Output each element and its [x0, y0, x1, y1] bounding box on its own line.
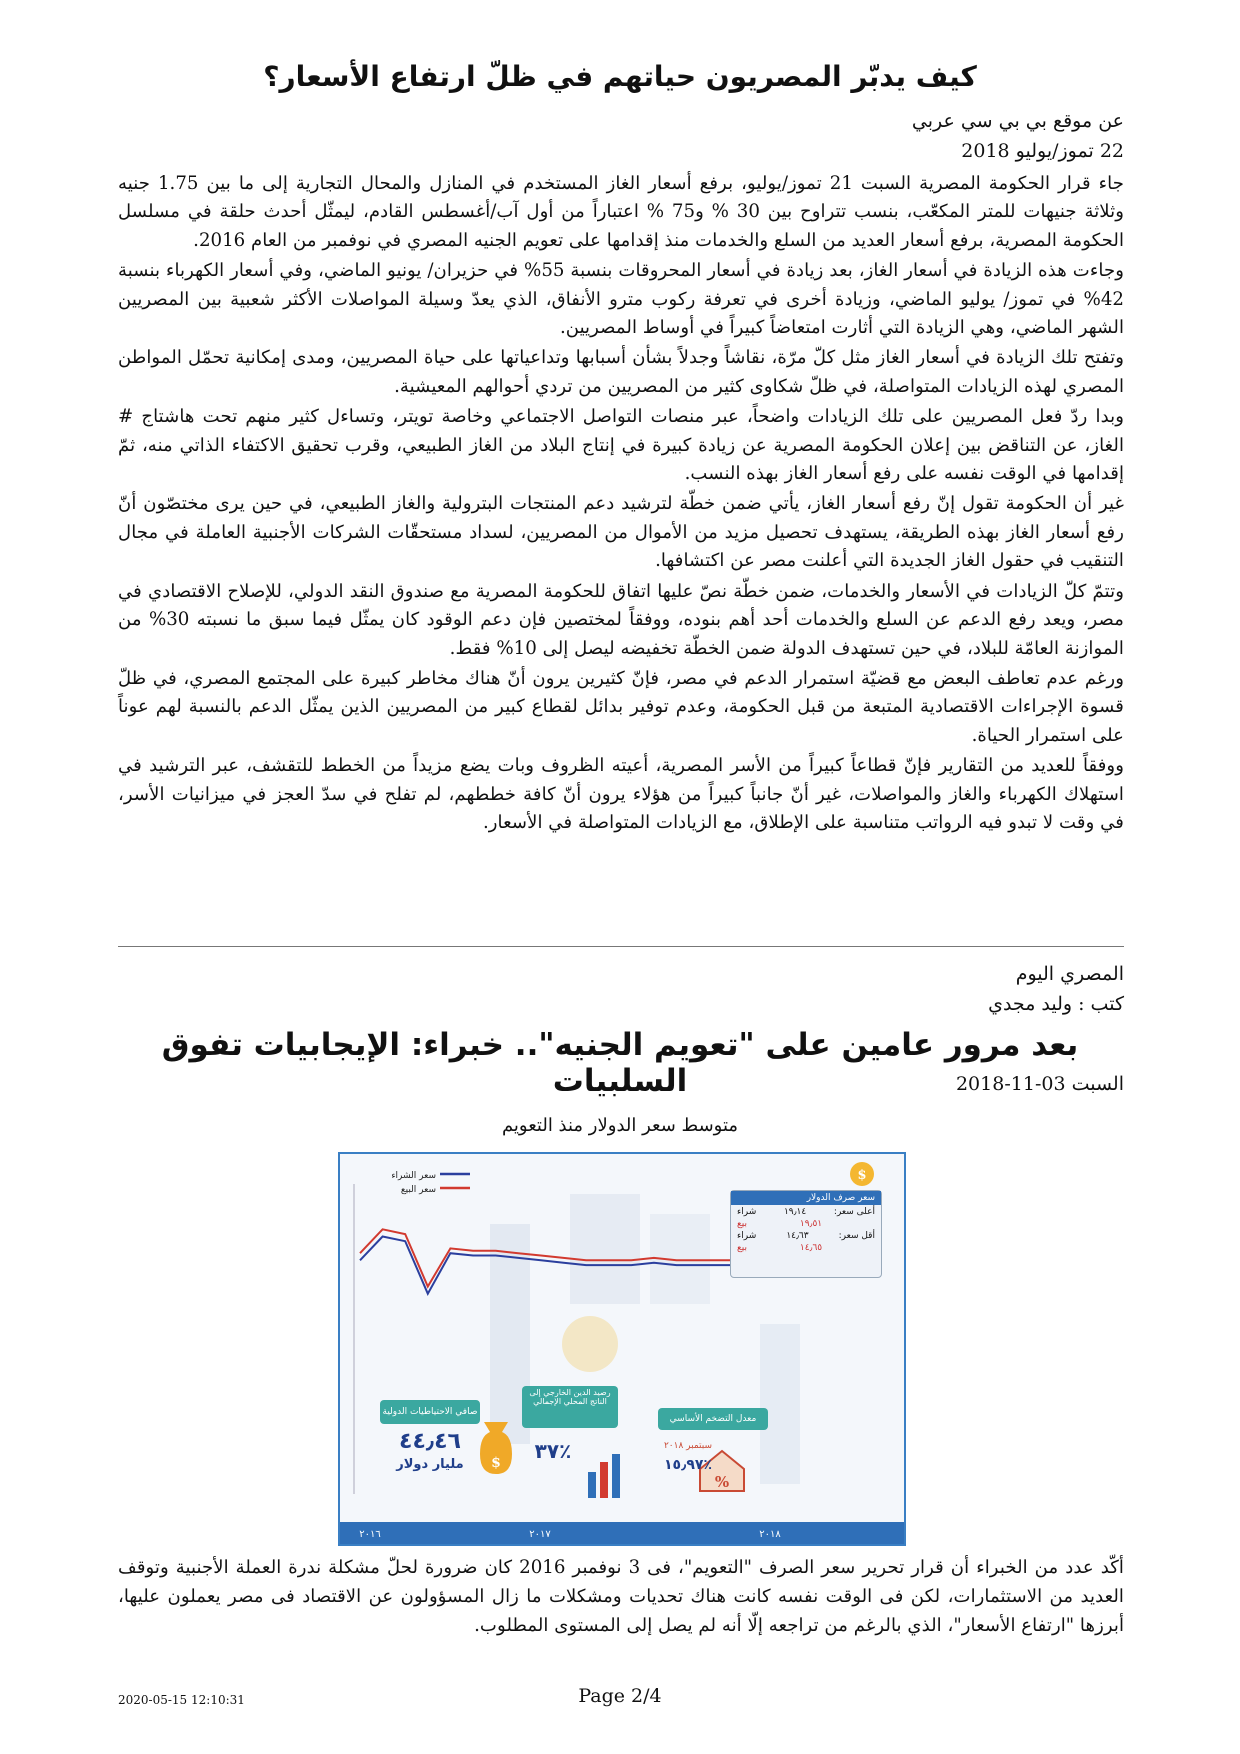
article2-body [118, 1553, 1124, 1640]
buy-word: شراء [737, 1207, 757, 1217]
lowest-buy: ١٤٫٦٣ [786, 1231, 809, 1241]
paragraph: وتتمّ كلّ الزيادات في الأسعار والخدمات، ضمن خطّة نصّ عليها اتفاق للحكومة المصرية مع صندوق النقد الدولي، للإصلاح الاقتصادي في مصر، ويعد رفع الدعم عن السلع والخدمات أحد أهم بنوده، ووفقاً لمختصين فإن دعم الوقود كان يمثّل فيما سبق ما نسبته 30% من الموازنة العامّة للبلاد، في حين تستهدف الدولة ضمن الخطّة تخفيضه ليصل إلى 10% فقط. [118, 580, 1124, 659]
article-date: 22 تموز/يوليو 2018 [961, 140, 1124, 162]
year-label: ٢٠١٧ [529, 1529, 551, 1540]
article-title: كيف يدبّر المصريون حياتهم في ظلّ ارتفاع الأسعار؟ [263, 60, 977, 93]
decor-pie [562, 1316, 618, 1372]
inflation-title: معدل التضخم الأساسي [658, 1408, 768, 1430]
article-source: عن موقع بي بي سي عربي [911, 110, 1124, 132]
paragraph: أكّد عدد من الخبراء أن قرار تحرير سعر الصرف "التعويم"، فى 3 نوفمبر 2016 كان ضرورة لحلّ مشكلة ندرة العملة الأجنبية وتوقف العديد من الاستثمارات، لكن فى الوقت نفسه كانت هناك تحديات ومشكلات ما زال المسؤولون عن الاقتصاد فى مصر يعملون عليها، أبرزها "ارتفاع الأسعار"، الذي بالرغم من تراجعه إلّا أنه لم يصل إلى المستوى المطلوب. [118, 1557, 1124, 1636]
highest-label: أعلى سعر: [833, 1207, 875, 1217]
reserves-title: صافي الاحتياطيات الدولية [380, 1400, 480, 1424]
article2-date: السبت 03-11-2018 [955, 1073, 1124, 1095]
rate-box [730, 1190, 882, 1278]
year-label: ٢٠١٦ [359, 1529, 381, 1540]
article2-title: بعد مرور عامين على "تعويم الجنيه".. خبراء: الإيجابيات تفوق السلبيات [161, 1027, 1079, 1099]
bars-icon [612, 1454, 620, 1498]
sell-word: بيع [737, 1243, 748, 1253]
buy-word: شراء [737, 1231, 757, 1241]
bars-icon [600, 1462, 608, 1498]
article2-source: المصري اليوم [1015, 963, 1124, 985]
legend-buy-label: سعر الشراء [391, 1171, 436, 1181]
legend-sell-label: سعر البيع [400, 1185, 436, 1195]
rate-box-title: سعر صرف الدولار [731, 1191, 881, 1205]
reserves-value: ٤٤٫٤٦ [399, 1429, 461, 1454]
lowest-sell: ١٤٫٦٥ [799, 1243, 823, 1253]
decor-shape [760, 1324, 800, 1484]
year-label: ٢٠١٨ [759, 1529, 781, 1540]
highest-buy: ١٩٫١٤ [783, 1207, 807, 1217]
paragraph: ووفقاً للعديد من التقارير فإنّ قطاعاً كبيراً من الأسر المصرية، أعيته الظروف وبات يضع مزيداً من الخطط للتقشف، عبر الترشيد في استهلاك الكهرباء والغاز والمواصلات، غير أنّ جانباً كبيراً من هؤلاء يرون أنّ كافة خططهم، لم تفلح في سدّ العجز في ميزانيات الأسر، في وقت لا تبدو فيه الرواتب متناسبة على الإطلاق، مع الزيادات المتواصلة في الأسعار. [118, 755, 1124, 833]
paragraph: غير أن الحكومة تقول إنّ رفع أسعار الغاز، يأتي ضمن خطّة لترشيد دعم المنتجات البترولية والغاز الطبيعي، في حين يرى مختصّون أنّ رفع أسعار الغاز بهذه الطريقة، يستهدف تحصيل مزيد من الأموال من المصريين، لسداد مستحقّات الشركات الأجنبية العاملة في مجال التنقيب في حقول الغاز الجديدة التي أعلنت مصر عن اكتشافها. [118, 493, 1124, 572]
paragraph: وتفتح تلك الزيادة في أسعار الغاز مثل كلّ مرّة، نقاشاً وجدلاً بشأن أسبابها وتداعياتها على حياة المصريين، ومدى إمكانية تحمّل المواطن المصري لهذه الزيادات المتواصلة، في ظلّ شكاوى كثير من المصريين من تردي أحوالهم المعيشية. [118, 347, 1124, 397]
print-timestamp: 2020-05-15 12:10:31 [118, 1693, 245, 1707]
paragraph: وبدا ردّ فعل المصريين على تلك الزيادات واضحاً، عبر منصات التواصل الاجتماعي وخاصة تويتر، وتساءل كثير منهم تحت هاشتاج # الغاز، عن التناقض بين إعلان الحكومة المصرية عن زيادة كبيرة في إنتاج البلاد من الغاز الطبيعي، وقرب تحقيق الاكتفاء الذاتي منه، ثمّ إقدامها في الوقت نفسه على رفع أسعار الغاز بهذه النسب. [118, 406, 1124, 485]
page-number: Page 2/4 [578, 1685, 662, 1707]
year-bar [340, 1522, 904, 1544]
highest-sell: ١٩٫٥١ [799, 1219, 823, 1229]
infographic [338, 1152, 906, 1546]
reserves-unit: مليار دولار [396, 1457, 464, 1472]
inflation-date: سبتمبر ٢٠١٨ [663, 1441, 713, 1451]
article2-author: كتب : وليد مجدي [988, 993, 1124, 1015]
sell-word: بيع [737, 1219, 748, 1229]
inflation-value: ١٥٫٩٧٪ [664, 1457, 712, 1473]
article-body [118, 170, 1124, 839]
debt-title: رصيد الدين الخارجي إلى الناتج المحلي الإجمالي [522, 1386, 618, 1428]
bars-icon [588, 1472, 596, 1498]
paragraph: جاء قرار الحكومة المصرية السبت 21 تموز/يوليو، برفع أسعار الغاز المستخدم في المنازل والمحال التجارية إلى ما بين 1.75 جنيه وثلاثة جنيهات للمتر المكعّب، بنسب تتراوح بين 30 % و75 % اعتباراً من أول آب/أغسطس القادم، ليمثّل أحدث حلقة في مسلسل الحكومة المصرية، برفع أسعار العديد من السلع والخدمات منذ إقدامها على تعويم الجنيه المصري في نوفمبر من العام 2016. [118, 173, 1124, 251]
money-bag-symbol: $ [491, 1455, 501, 1471]
paragraph: وجاءت هذه الزيادة في أسعار الغاز، بعد زيادة في أسعار المحروقات بنسبة 55% في حزيران/ يونيو الماضي، وفي أسعار الكهرباء بنسبة 42% في تموز/ يوليو الماضي، وزيادة أخرى في تعرفة ركوب مترو الأنفاق، الذي يعدّ وسيلة المواصلات الأكثر شعبية بين المصريين الشهر الماضي، وهي الزيادة التي أثارت امتعاضاً كبيراً في أوساط المصريين. [118, 260, 1124, 339]
percent-symbol: % [714, 1473, 730, 1491]
section-divider [118, 946, 1124, 947]
paragraph: ورغم عدم تعاطف البعض مع قضيّة استمرار الدعم في مصر، فإنّ كثيرين يرون أنّ هناك مخاطر كبيرة على المجتمع المصري، في ظلّ قسوة الإجراءات الاقتصادية المتبعة من قبل الحكومة، وعدم توفير بدائل لقطاع كبير من المصريين الذين يمثّل الدعم بالنسبة لهم عوناً على استمرار الحياة. [118, 667, 1124, 746]
debt-value: ٣٧٪ [534, 1439, 572, 1463]
coin-symbol: $ [857, 1168, 867, 1183]
figure-caption: متوسط سعر الدولار منذ التعويم [501, 1115, 739, 1136]
decor-shape [570, 1194, 640, 1304]
lowest-label: أقل سعر: [838, 1231, 875, 1241]
